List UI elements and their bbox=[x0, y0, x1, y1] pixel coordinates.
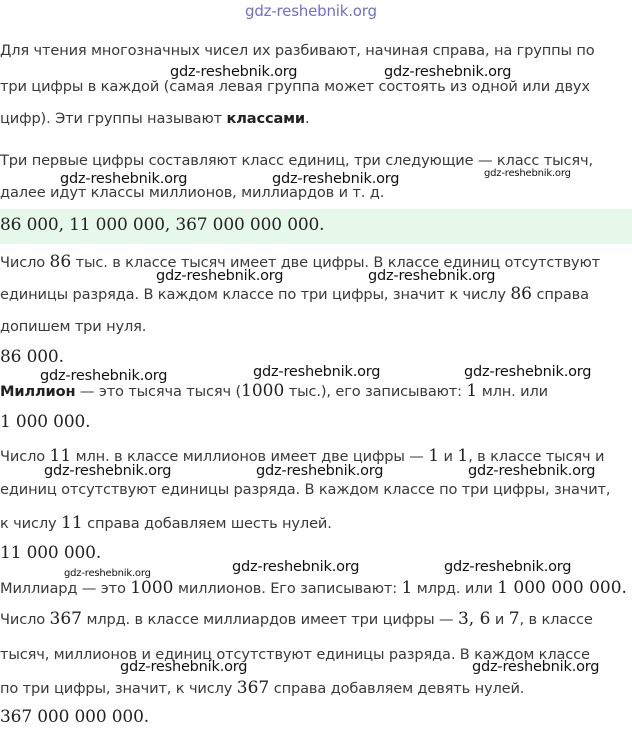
text-line: по три цифры, значит, к числу 367 справа добавляем девять нулей. bbox=[0, 678, 525, 698]
watermark-text: gdz-reshebnik.org bbox=[170, 64, 298, 80]
text-line: Число 86 тыс. в классе тысяч имеет две цифры. В классе единиц отсутствуют bbox=[0, 252, 601, 272]
text-line: Миллион — это тысяча тысяч (1000 тыс.), его записывают: 1 млн. или bbox=[0, 381, 548, 401]
watermark-text: gdz-reshebnik.org bbox=[368, 268, 496, 284]
watermark-link[interactable]: gdz-reshebnik.org bbox=[245, 2, 377, 20]
result-number: 1 000 000. bbox=[0, 412, 91, 432]
watermark-text: gdz-reshebnik.org bbox=[468, 463, 596, 479]
watermark-text: gdz-reshebnik.org bbox=[272, 171, 400, 187]
text-line: тысяч, миллионов и единиц отсутствуют единицы разряда. В каждом классе bbox=[0, 646, 590, 663]
watermark-text: gdz-reshebnik.org bbox=[64, 568, 151, 579]
text-line: Число 367 млрд. в классе миллиардов имеет три цифры — 3, 6 и 7, в классе bbox=[0, 609, 593, 629]
result-number: 367 000 000 000. bbox=[0, 707, 150, 727]
watermark-text: gdz-reshebnik.org bbox=[44, 463, 172, 479]
text-line: Миллиард — это 1000 миллионов. Его записывают: 1 млрд. или 1 000 000 000. bbox=[0, 578, 627, 598]
watermark-text: gdz-reshebnik.org bbox=[156, 268, 284, 284]
term-million: Миллион bbox=[0, 383, 76, 400]
text-line: цифр). Эти группы называют классами. bbox=[0, 110, 310, 127]
text-line: Для чтения многозначных чисел их разбивают, начиная справа, на группы по bbox=[0, 42, 595, 59]
result-number: 86 000. bbox=[0, 347, 64, 367]
watermark-text: gdz-reshebnik.org bbox=[40, 368, 168, 384]
text-line: допишем три нуля. bbox=[0, 318, 147, 335]
watermark-text: gdz-reshebnik.org bbox=[120, 659, 248, 675]
text-line: далее идут классы миллионов, миллиардов и т. д. bbox=[0, 184, 385, 201]
text-line: Число 11 млн. в классе миллионов имеет две цифры — 1 и 1, в классе тысяч и bbox=[0, 446, 605, 466]
watermark-text: gdz-reshebnik.org bbox=[256, 463, 384, 479]
watermark-text: gdz-reshebnik.org bbox=[484, 168, 571, 179]
watermark-text: gdz-reshebnik.org bbox=[444, 559, 572, 575]
watermark-text: gdz-reshebnik.org bbox=[253, 364, 381, 380]
watermark-text: gdz-reshebnik.org bbox=[464, 364, 592, 380]
watermark-text: gdz-reshebnik.org bbox=[472, 659, 600, 675]
text-line: Три первые цифры составляют класс единиц, три следующие — класс тысяч, bbox=[0, 152, 593, 169]
watermark-text: gdz-reshebnik.org bbox=[60, 171, 188, 187]
example-numbers: 86 000, 11 000 000, 367 000 000 000. bbox=[0, 215, 325, 235]
text-line: к числу 11 справа добавляем шесть нулей. bbox=[0, 513, 332, 533]
watermark-text: gdz-reshebnik.org bbox=[384, 64, 512, 80]
term-classes: классами bbox=[226, 110, 305, 127]
text-line: три цифры в каждой (самая левая группа может состоять из одной или двух bbox=[0, 78, 590, 95]
watermark-text: gdz-reshebnik.org bbox=[232, 559, 360, 575]
text-line: единицы разряда. В каждом классе по три цифры, значит к числу 86 справа bbox=[0, 284, 589, 304]
result-number: 11 000 000. bbox=[0, 543, 102, 563]
text-line: единиц отсутствуют единицы разряда. В каждом классе по три цифры, значит, bbox=[0, 481, 611, 498]
